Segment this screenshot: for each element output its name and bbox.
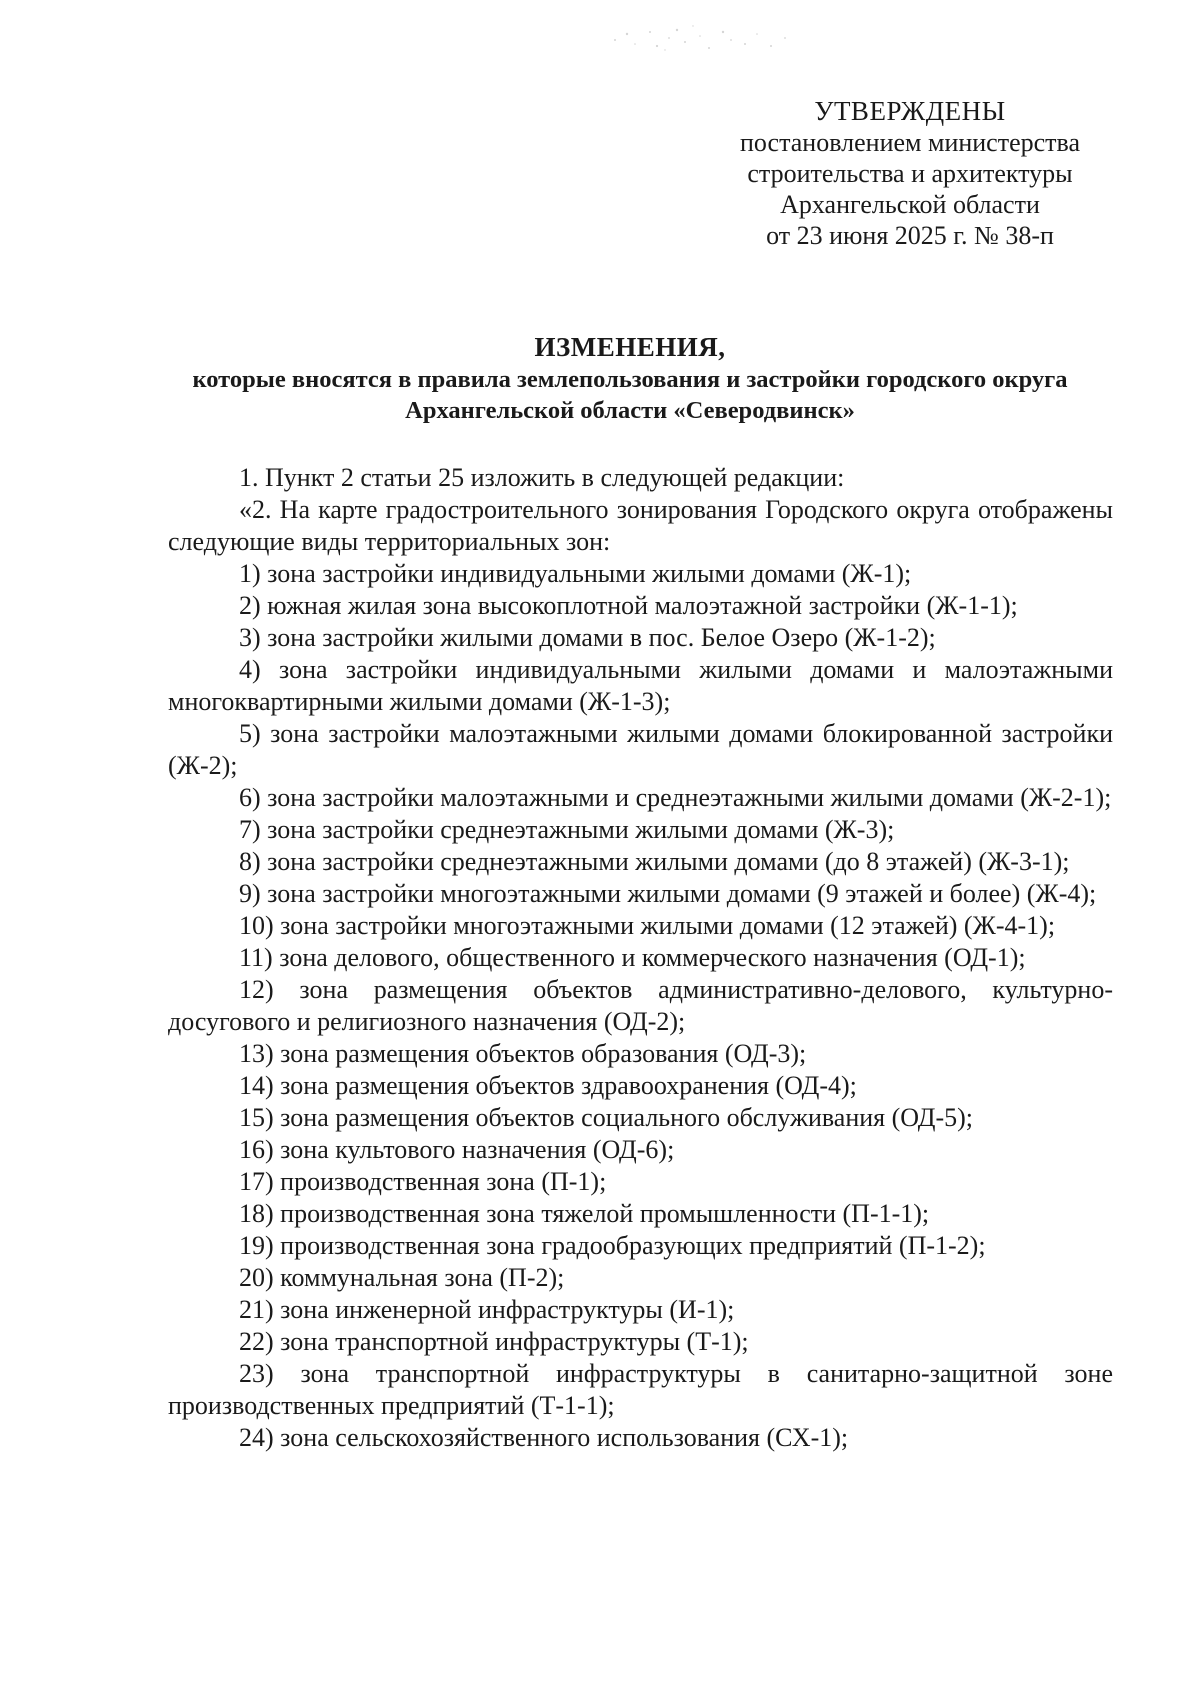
list-item-number: 3)	[239, 623, 261, 652]
list-item-number: 12)	[239, 975, 274, 1004]
list-item	[168, 1262, 1113, 1294]
approval-date: от 23 июня 2025 г. № 38-п	[766, 221, 1054, 250]
list-item-text: производственная зона тяжелой промышленности (П-1-1);	[280, 1199, 930, 1228]
list-item-text: производственная зона (П-1);	[280, 1167, 607, 1196]
list-item	[168, 1038, 1113, 1070]
list-item	[168, 1294, 1113, 1326]
heading-main: ИЗМЕНЕНИЯ,	[534, 332, 726, 362]
list-item-number: 20)	[239, 1263, 274, 1292]
list-item-text: зона инженерной инфраструктуры (И-1);	[280, 1295, 735, 1324]
list-item-number: 18)	[239, 1199, 274, 1228]
list-item-number: 24)	[239, 1423, 274, 1452]
list-item	[168, 558, 1113, 590]
list-item-text: зона застройки многоэтажными жилыми домами (9 этажей и более) (Ж-4);	[267, 879, 1097, 908]
list-item-text: зона сельскохозяйственного использования (СХ-1);	[280, 1423, 849, 1452]
heading-subtitle: которые вносятся в правила землепользования и застройки городского округа Архангельской области «Северодвинск»	[192, 366, 1068, 424]
document-body	[168, 462, 1113, 1454]
list-item	[168, 782, 1113, 814]
list-item-text: зона застройки индивидуальными жилыми домами (Ж-1);	[267, 559, 912, 588]
list-item-number: 7)	[239, 815, 261, 844]
list-item-number: 4)	[239, 655, 261, 684]
list-item-number: 19)	[239, 1231, 274, 1260]
list-item-number: 5)	[239, 719, 261, 748]
list-item	[168, 846, 1113, 878]
list-item	[168, 1102, 1113, 1134]
approval-line-2: строительства и архитектуры	[747, 159, 1073, 188]
list-item-text: зона размещения объектов образования (ОД-3);	[280, 1039, 807, 1068]
document-heading	[160, 330, 1100, 426]
list-item-number: 6)	[239, 783, 261, 812]
list-item	[168, 878, 1113, 910]
list-item-text: зона транспортной инфраструктуры в санитарно-защитной зоне производственных предприятий (Т-1-1);	[168, 1359, 1113, 1420]
list-item	[168, 654, 1113, 718]
list-item-text: коммунальная зона (П-2);	[280, 1263, 565, 1292]
list-item-text: зона застройки многоэтажными жилыми домами (12 этажей) (Ж-4-1);	[280, 911, 1056, 940]
list-item-number: 1)	[239, 559, 261, 588]
list-item-number: 9)	[239, 879, 261, 908]
list-item-number: 16)	[239, 1135, 274, 1164]
list-item-number: 23)	[239, 1359, 274, 1388]
approval-stamp	[700, 96, 1120, 251]
list-item-text: зона застройки индивидуальными жилыми домами и малоэтажными многоквартирными жилыми домами (Ж-1-3);	[168, 655, 1113, 716]
list-item	[168, 622, 1113, 654]
list-item-text: зона застройки жилыми домами в пос. Белое Озеро (Ж-1-2);	[267, 623, 936, 652]
list-item-number: 17)	[239, 1167, 274, 1196]
point-1: 1. Пункт 2 статьи 25 изложить в следующей редакции:	[239, 463, 845, 492]
list-item-text: зона размещения объектов социального обслуживания (ОД-5);	[280, 1103, 974, 1132]
list-item	[168, 910, 1113, 942]
list-item	[168, 1070, 1113, 1102]
list-item	[168, 1198, 1113, 1230]
list-item-text: зона размещения объектов здравоохранения (ОД-4);	[280, 1071, 857, 1100]
list-item-text: производственная зона градообразующих предприятий (П-1-2);	[280, 1231, 986, 1260]
list-item-text: зона делового, общественного и коммерческого назначения (ОД-1);	[279, 943, 1026, 972]
list-item-number: 14)	[239, 1071, 274, 1100]
list-item-number: 22)	[239, 1327, 274, 1356]
list-item-number: 2)	[239, 591, 261, 620]
approval-line-1: постановлением министерства	[739, 128, 1081, 157]
list-item	[168, 590, 1113, 622]
scan-artifact	[605, 20, 805, 60]
approval-line-3: Архангельской области	[780, 190, 1040, 219]
list-item	[168, 1134, 1113, 1166]
list-item	[168, 1230, 1113, 1262]
list-item	[168, 1358, 1113, 1422]
list-item-text: южная жилая зона высокоплотной малоэтажной застройки (Ж-1-1);	[267, 591, 1018, 620]
list-item-text: зона застройки малоэтажными и среднеэтажными жилыми домами (Ж-2-1);	[267, 783, 1112, 812]
list-item	[168, 814, 1113, 846]
list-item-text: зона культового назначения (ОД-6);	[280, 1135, 675, 1164]
list-item-text: зона размещения объектов административно-делового, культурно-досугового и религиозного назначения (ОД-2);	[168, 975, 1113, 1036]
point-intro: «2. На карте градостроительного зонирования Городского округа отображены следующие виды территориальных зон:	[168, 495, 1113, 556]
list-item-text: зона застройки малоэтажными жилыми домами блокированной застройки (Ж-2);	[168, 719, 1114, 780]
approval-title: УТВЕРЖДЕНЫ	[814, 96, 1006, 126]
list-item-number: 15)	[239, 1103, 274, 1132]
zone-list	[168, 558, 1113, 1454]
list-item	[168, 1166, 1113, 1198]
list-item-text: зона транспортной инфраструктуры (Т-1);	[280, 1327, 749, 1356]
list-item-number: 10)	[239, 911, 274, 940]
list-item-number: 8)	[239, 847, 261, 876]
list-item	[168, 718, 1113, 782]
list-item	[168, 1422, 1113, 1454]
list-item-text: зона застройки среднеэтажными жилыми домами (до 8 этажей) (Ж-3-1);	[267, 847, 1070, 876]
list-item-number: 11)	[239, 943, 273, 972]
list-item-number: 13)	[239, 1039, 274, 1068]
list-item	[168, 974, 1113, 1038]
list-item	[168, 942, 1113, 974]
list-item-text: зона застройки среднеэтажными жилыми домами (Ж-3);	[267, 815, 895, 844]
list-item-number: 21)	[239, 1295, 274, 1324]
list-item	[168, 1326, 1113, 1358]
